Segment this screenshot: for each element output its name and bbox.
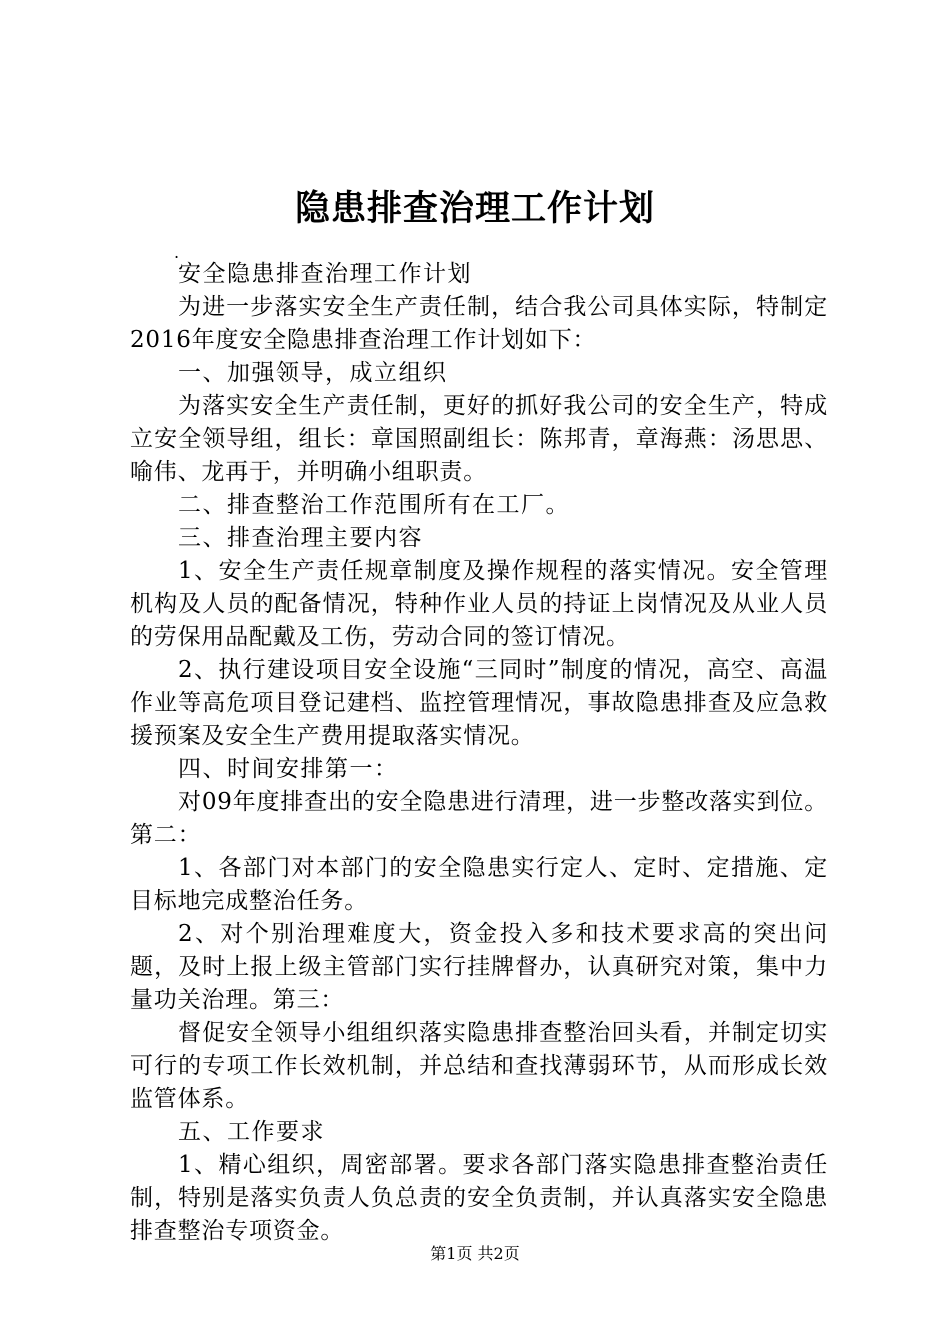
paragraph: 对09年度排查出的安全隐患进行清理，进一步整改落实到位。第二： [130,789,828,848]
dot-mark: . [174,243,180,262]
paragraph: 2、执行建设项目安全设施“三同时”制度的情况，高空、高温作业等高危项目登记建档、监控管理情况，事故隐患排查及应急救援预案及安全生产费用提取落实情况。 [130,657,828,749]
section-heading-4: 四、时间安排第一： [178,756,399,782]
subtitle-paragraph: 安全隐患排查治理工作计划 [178,261,472,287]
document-title: 隐患排查治理工作计划 [294,188,655,229]
paragraph: 1、精心组织，周密部署。要求各部门落实隐患排查整治责任制，特别是落实负责人负总责的安全负责制，并认真落实安全隐患排查整治专项资金。 [130,1152,828,1244]
section-heading-3: 三、排查治理主要内容 [178,525,423,551]
intro-paragraph: 为进一步落实安全生产责任制，结合我公司具体实际，特制定2016年度安全隐患排查治理工作计划如下： [130,294,828,353]
section-heading-1: 一、加强领导，成立组织 [178,360,448,386]
paragraph: 督促安全领导小组组织落实隐患排查整治回头看，并制定切实可行的专项工作长效机制，并总结和查找薄弱环节，从而形成长效监管体系。 [130,1020,828,1112]
paragraph: 1、安全生产责任规章制度及操作规程的落实情况。安全管理机构及人员的配备情况，特种作业人员的持证上岗情况及从业人员的劳保用品配戴及工伤，劳动合同的签订情况。 [130,558,828,650]
paragraph: 为落实安全生产责任制，更好的抓好我公司的安全生产，特成立安全领导组，组长：章国照副组长：陈邦青，章海燕：汤思思、喻伟、龙再于，并明确小组职责。 [130,393,828,485]
section-heading-2: 二、排查整治工作范围所有在工厂。 [178,492,570,518]
page-footer: 第1页 共2页 [430,1244,520,1263]
document-body [130,258,828,1248]
section-heading-5: 五、工作要求 [178,1119,325,1145]
paragraph: 1、各部门对本部门的安全隐患实行定人、定时、定措施、定目标地完成整治任务。 [130,855,828,914]
paragraph: 2、对个别治理难度大，资金投入多和技术要求高的突出问题，及时上报上级主管部门实行挂牌督办，认真研究对策，集中力量功关治理。第三： [130,921,828,1013]
